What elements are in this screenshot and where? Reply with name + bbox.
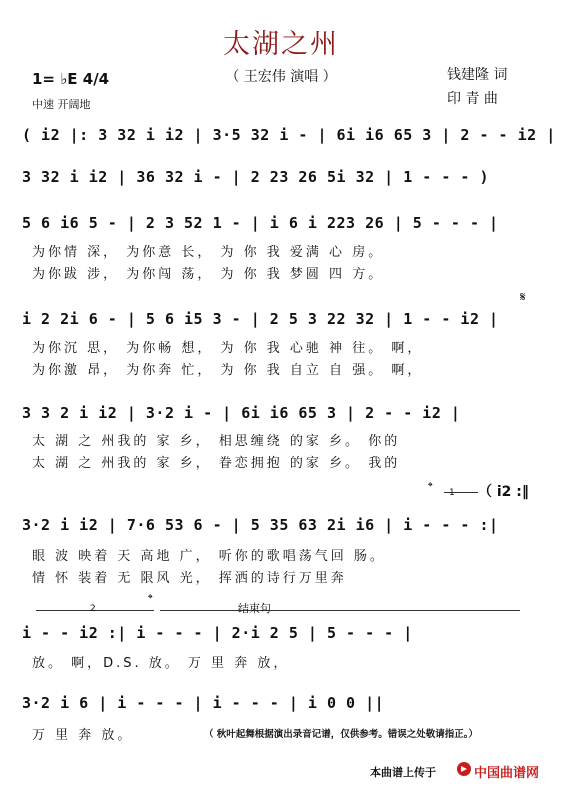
lyric-line: 太 湖 之 州我的 家 乡， 相思缠绕 的家 乡。 你的: [32, 434, 401, 449]
song-title: 太湖之州: [223, 29, 339, 60]
segno-icon: 𝄋: [520, 290, 526, 305]
notation-row-1: ( i2 |: 3 32 i i2 | 3·5 32 i - | 6i i6 65 3 | 2 - - i2 |: [22, 126, 556, 144]
notation-row-2: 3 32 i i2 | 36 32 i - | 2 23 26 5i 32 | 1 - - - ): [22, 168, 490, 186]
lyric-line: 万 里 奔 放。: [32, 728, 134, 743]
performer-subtitle: （ 王宏伟 演唱 ）: [225, 69, 337, 85]
coda-bracket: （ i2 :‖: [478, 484, 529, 500]
coda-icon: 𝄌: [148, 592, 153, 607]
ending-label: 结束句: [238, 602, 271, 615]
ending-bracket: [160, 610, 520, 617]
coda-icon: 𝄌: [428, 480, 433, 495]
volta-1-label: 1: [449, 488, 455, 498]
transcription-note: （ 秋叶起舞根据演出录音记谱，仅供参考。错误之处敬请指正。）: [204, 729, 479, 740]
lyric-line: 放。 啊，D.S. 放。 万 里 奔 放，: [32, 656, 290, 671]
key-signature: 1= ♭E 4/4: [32, 70, 110, 88]
notation-row-3: 5 6 i6 5 - | 2 3 52 1 - | i 6 i 223 26 | 5 - - - |: [22, 214, 499, 232]
site-brand-link[interactable]: 中国曲谱网: [474, 766, 540, 781]
composer-credit: 印 青 曲: [447, 91, 498, 107]
lyric-line: 为你跋 涉， 为你闯 荡， 为 你 我 梦圆 四 方。: [32, 267, 385, 282]
lyric-line: 眼 波 映着 天 高地 广， 听你的歌唱荡气回 肠。: [32, 549, 386, 564]
notation-row-6: 3·2 i i2 | 7·6 53 6 - | 5 35 63 2i i6 | i - - - :|: [22, 516, 499, 534]
volta-2-label: 2: [90, 604, 96, 614]
lyric-line: 为你情 深， 为你意 长， 为 你 我 爱满 心 房。: [32, 245, 385, 260]
tempo-marking: 中速 开阔地: [32, 98, 91, 111]
notation-row-7: i - - i2 :| i - - - | 2·i 2 5 | 5 - - - |: [22, 624, 413, 642]
lyric-line: 情 怀 装着 无 限风 光， 挥洒的诗行万里奔: [32, 571, 347, 586]
notation-row-5: 3 3 2 i i2 | 3·2 i - | 6i i6 65 3 | 2 - - i2 |: [22, 404, 461, 422]
lyric-line: 太 湖 之 州我的 家 乡， 眷恋拥抱 的家 乡。 我的: [32, 456, 401, 471]
notation-row-8: 3·2 i 6 | i - - - | i - - - | i 0 0 ||: [22, 694, 385, 712]
lyric-line: 为你激 昂， 为你奔 忙， 为 你 我 自立 自 强。 啊，: [32, 363, 424, 378]
site-logo-icon: [456, 761, 472, 777]
notation-row-4: i 2 2i 6 - | 5 6 i5 3 - | 2 5 3 22 32 | 1 - - i2 |: [22, 310, 499, 328]
upload-text: 本曲谱上传于: [370, 766, 436, 779]
lyric-line: 为你沉 思， 为你畅 想， 为 你 我 心驰 神 往。 啊，: [32, 341, 424, 356]
lyricist-credit: 钱建隆 词: [447, 67, 508, 83]
